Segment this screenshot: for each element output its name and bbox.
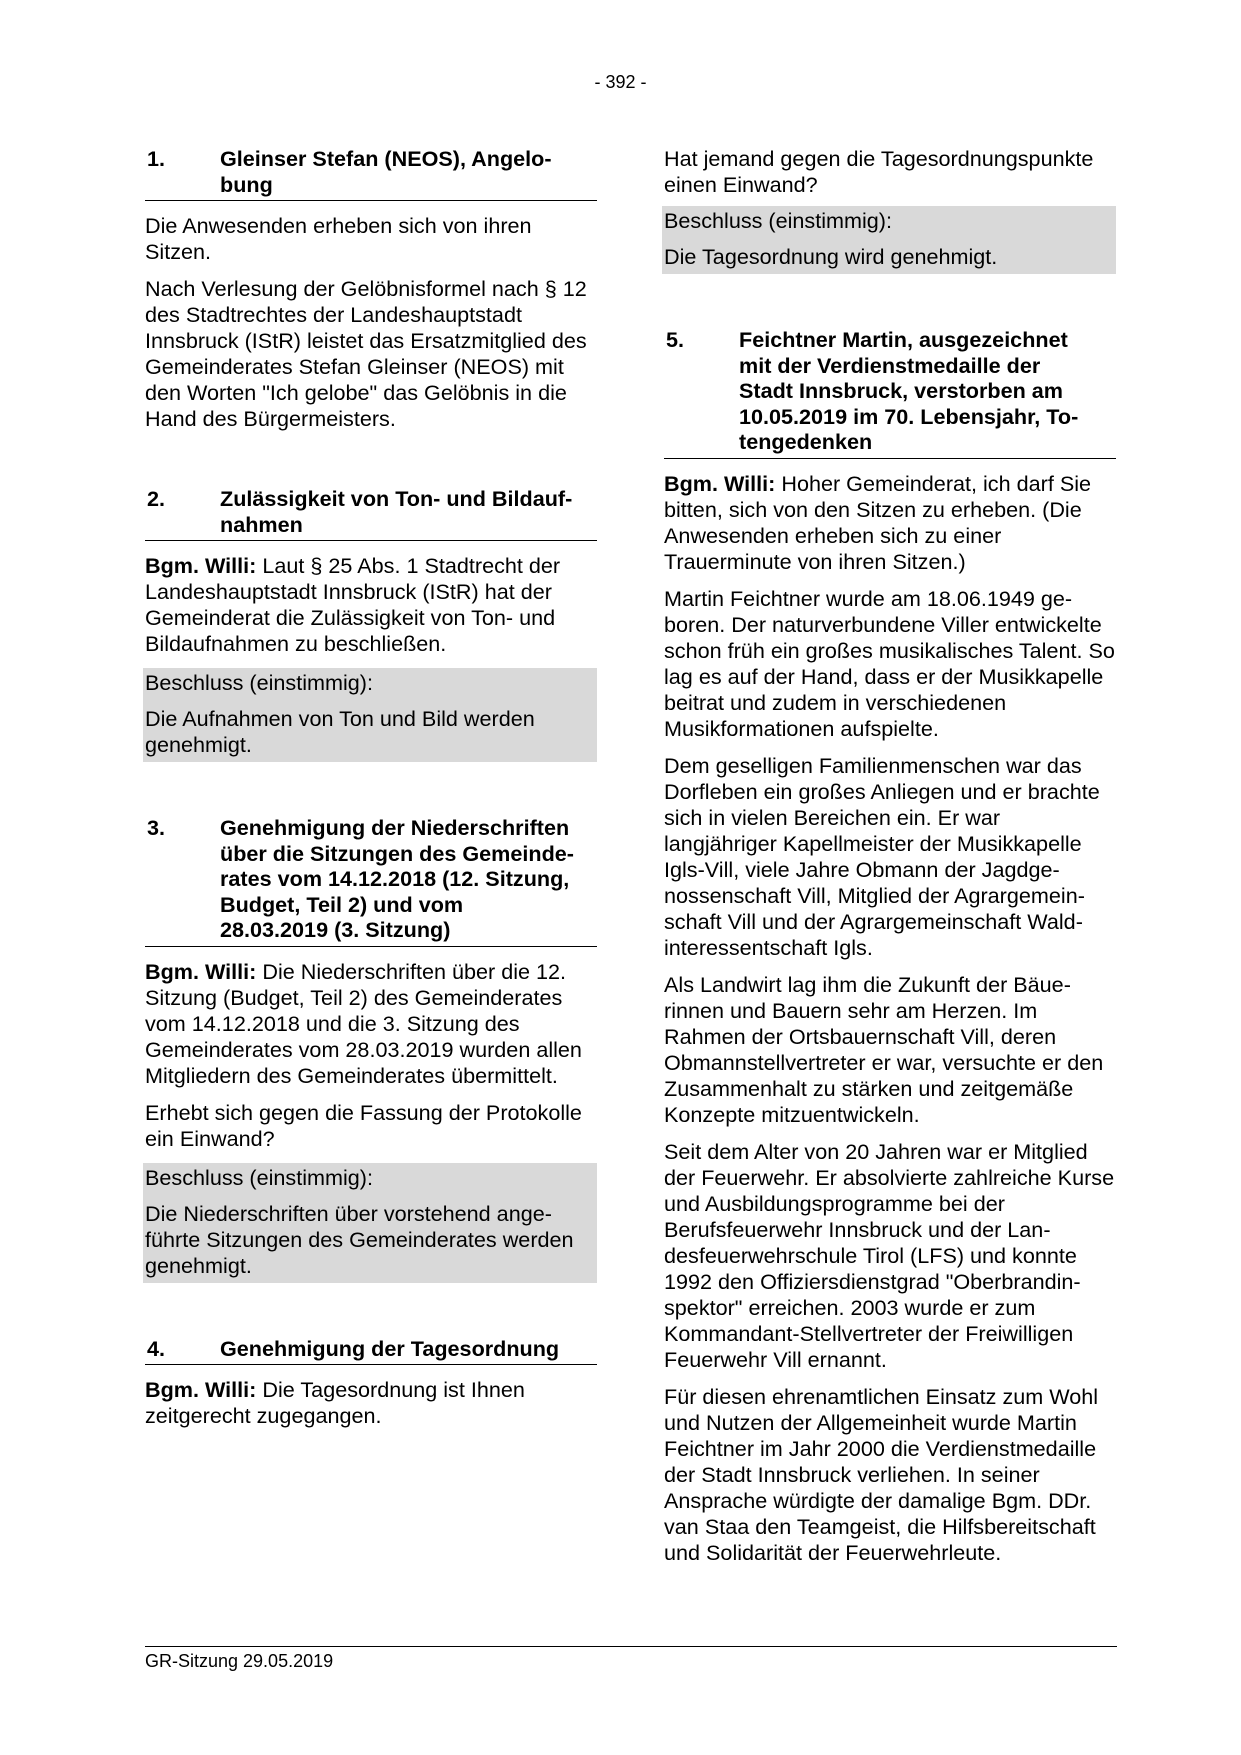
paragraph: Nach Verlesung der Gelöbnisformel nach § 12 des Stadtrechtes der Landeshauptstadt Innsbruck (IStR) leistet das Ersatzmitglied des Gemeinderates Stefan Gleinser (NEOS) mit den Worten "Ich gelobe" das Gelöbnis in die Hand des Bürgermeisters. (145, 276, 587, 431)
section-title: Genehmigung der Tagesordnung (220, 1335, 560, 1361)
section-title: Genehmigung der Niederschriften über die Sitzungen des Gemeinde- rates vom 14.12.2018 (12. Sitzung, Budget, Teil 2) und vom 28.03.2019 (3. Sitzung) (220, 815, 574, 942)
page-footer: GR-Sitzung 29.05.2019 (145, 1646, 1117, 1672)
section-heading (145, 486, 597, 541)
resolution-text: Die Aufnahmen von Ton und Bild werden genehmigt. (145, 706, 535, 757)
resolution-text: Die Niederschriften über vorstehend angeführte Sitzungen des Gemeinderates werden genehmigt. (145, 1200, 574, 1278)
section-number: 4. (147, 1335, 166, 1361)
section-number: 5. (666, 327, 685, 352)
speaker-label: Bgm. Willi: (145, 553, 257, 578)
paragraph: Bgm. Willi: Laut § 25 Abs. 1 Stadtrecht der Landeshauptstadt Innsbruck (IStR) hat der Gemeinderat die Zulässigkeit von Ton- und Bildaufnahmen zu beschließen. (145, 553, 561, 656)
section-number: 2. (147, 486, 166, 511)
section-heading (145, 146, 597, 201)
paragraph: Bgm. Willi: Die Tagesordnung ist Ihnen zeitgerecht zugegangen. (145, 1377, 525, 1428)
paragraph: Dem geselligen Familienmenschen war das Dorfleben ein großes Anliegen und er brachte sich in vielen Bereichen ein. Er war langjähriger Kapellmeister der Musikkapelle Igls-Vill, viele Jahre Obmann der Jagdgenossenschaft Vill, Mitglied der Agrargemeinschaft Vill und der Agrargemeinschaft Waldinteressentschaft Igls. (664, 752, 1100, 960)
resolution-box (662, 206, 1116, 274)
page-number: - 392 - (594, 72, 647, 92)
section-title: Feichtner Martin, ausgezeichnet mit der Verdienstmedaille der Stadt Innsbruck, verstorben am 10.05.2019 im 70. Lebensjahr, To- tengedenken (739, 327, 1079, 454)
paragraph: Martin Feichtner wurde am 18.06.1949 geboren. Der naturverbundene Viller entwickelte schon früh ein großes musikalisches Talent. So lag es auf der Hand, dass er der Musikkapelle beitrat und zudem in verschiedenen Musikformationen aufspielte. (664, 585, 1115, 741)
resolution-label: Beschluss (einstimmig): (145, 1164, 373, 1190)
paragraph: Als Landwirt lag ihm die Zukunft der Bäuerinnen und Bauern sehr am Herzen. Im Rahmen der Ortsbauernschaft Vill, deren Obmannstellvertreter er war, versuchte er den Zusammenhalt zu stärken und zeitgemäße Konzepte mitzuentwickeln. (664, 971, 1104, 1127)
paragraph: Hat jemand gegen die Tagesordnungspunkte einen Einwand? (664, 146, 1094, 197)
paragraph: Bgm. Willi: Die Niederschriften über die 12. Sitzung (Budget, Teil 2) des Gemeinderates vom 14.12.2018 und die 3. Sitzung des Gemeinderates vom 28.03.2019 wurden allen Mitgliedern des Gemeinderates übermittelt. (145, 958, 582, 1088)
section-heading (145, 1336, 597, 1366)
right-column (664, 146, 1116, 1577)
paragraph: Für diesen ehrenamtlichen Einsatz zum Wohl und Nutzen der Allgemeinheit wurde Martin Feichtner im Jahr 2000 die Verdienstmedaille der Stadt Innsbruck verliehen. In seiner Ansprache würdigte der damalige Bgm. DDr. van Staa den Teamgeist, die Hilfsbereitschaft und Solidarität der Feuerwehrleute. (664, 1383, 1099, 1565)
left-column (145, 146, 597, 1440)
speaker-label: Bgm. Willi: (664, 470, 776, 496)
paragraph: Die Anwesenden erheben sich von ihren Sitzen. (145, 213, 532, 264)
paragraph: Erhebt sich gegen die Fassung der Protokolle ein Einwand? (145, 1099, 582, 1151)
speaker-label: Bgm. Willi: (145, 1377, 257, 1402)
section-heading (664, 327, 1116, 459)
section-number: 1. (147, 146, 166, 171)
speaker-label: Bgm. Willi: (145, 958, 257, 984)
section-title: Gleinser Stefan (NEOS), Angelo- bung (220, 146, 552, 197)
resolution-label: Beschluss (einstimmig): (664, 208, 892, 233)
section-title: Zulässigkeit von Ton- und Bildauf- nahmen (220, 486, 573, 537)
paragraph: Seit dem Alter von 20 Jahren war er Mitglied der Feuerwehr. Er absolvierte zahlreiche Kurse und Ausbildungsprogramme bei der Berufsfeuerwehr Innsbruck und der Landesfeuerwehrschule Tirol (LFS) und konnte 1992 den Offiziersdienstgrad "Oberbrandinspektor" erreichen. 2003 wurde er zum Kommandant-Stellvertreter der Freiwilligen Feuerwehr Vill ernannt. (664, 1138, 1115, 1372)
paragraph: Bgm. Willi: Hoher Gemeinderat, ich darf Sie bitten, sich von den Sitzen zu erheben. (Die Anwesenden erheben sich zu einer Trauerminute von ihren Sitzen.) (664, 470, 1092, 574)
section-heading (145, 815, 597, 947)
resolution-text: Die Tagesordnung wird genehmigt. (664, 244, 998, 269)
section-number: 3. (147, 815, 166, 840)
resolution-box (143, 1163, 597, 1283)
resolution-box (143, 668, 597, 762)
resolution-label: Beschluss (einstimmig): (145, 670, 373, 695)
